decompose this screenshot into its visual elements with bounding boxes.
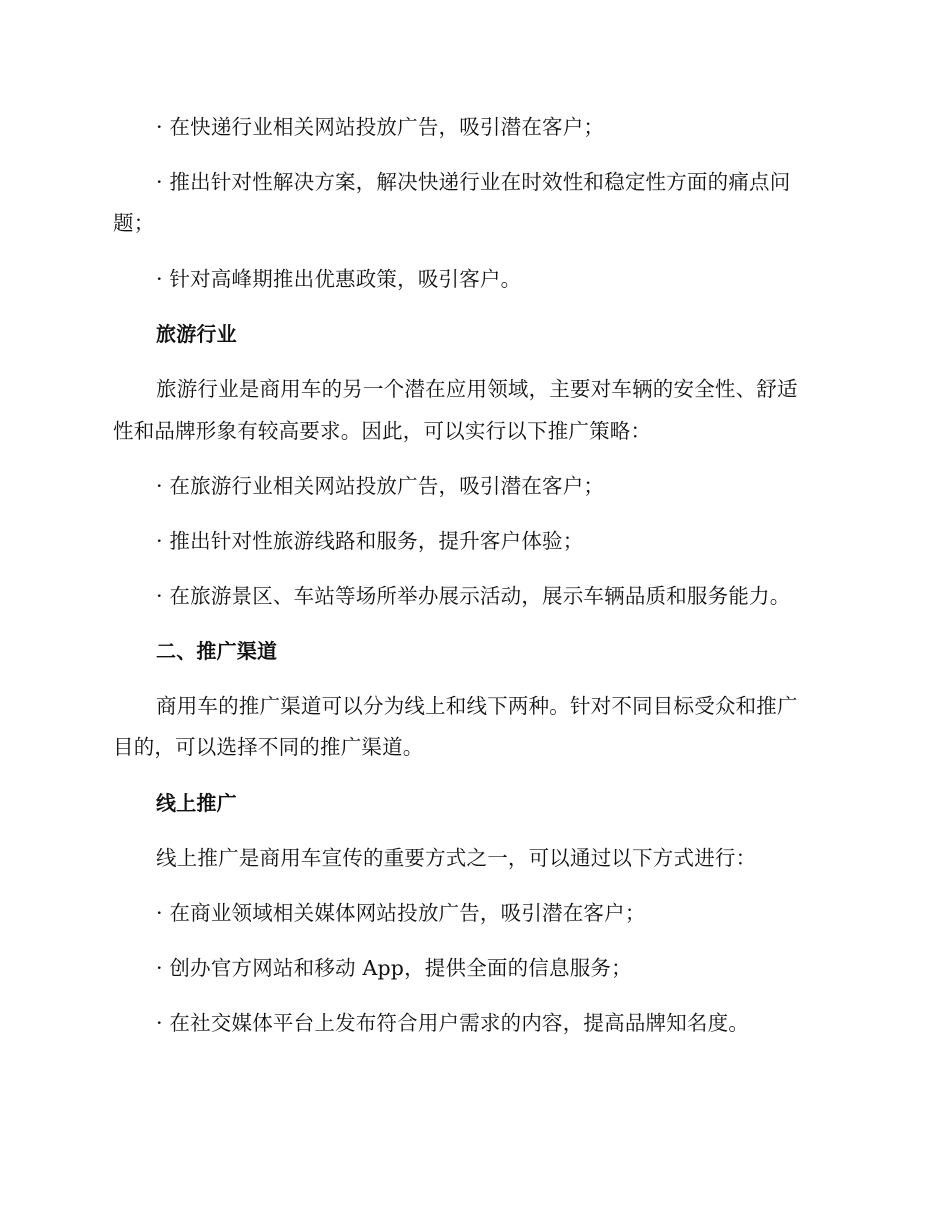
express-bullet-2-line-2: 题；	[113, 211, 155, 235]
channels-heading: 二、推广渠道	[156, 639, 278, 663]
online-paragraph: 线上推广是商用车宣传的重要方式之一，可以通过以下方式进行：	[156, 846, 757, 870]
tourism-bullet-1: · 在旅游行业相关网站投放广告，吸引潜在客户；	[156, 474, 605, 498]
online-bullet-3: · 在社交媒体平台上发布符合用户需求的内容，提高品牌知名度。	[156, 1011, 750, 1035]
tourism-bullet-3: · 在旅游景区、车站等场所举办展示活动，展示车辆品质和服务能力。	[156, 584, 791, 608]
channels-paragraph-line-1: 商用车的推广渠道可以分为线上和线下两种。针对不同目标受众和推广	[156, 694, 798, 718]
tourism-heading: 旅游行业	[156, 322, 237, 346]
online-bullet-2: · 创办官方网站和移动 App，提供全面的信息服务；	[156, 956, 632, 980]
express-bullet-3: · 针对高峰期推出优惠政策，吸引客户。	[156, 267, 522, 291]
tourism-paragraph-line-1: 旅游行业是商用车的另一个潜在应用领域，主要对车辆的安全性、舒适	[156, 377, 798, 401]
online-bullet-1: · 在商业领域相关媒体网站投放广告，吸引潜在客户；	[156, 901, 646, 925]
online-heading: 线上推广	[156, 791, 237, 815]
express-bullet-1: · 在快递行业相关网站投放广告，吸引潜在客户；	[156, 115, 605, 139]
channels-paragraph-line-2: 目的，可以选择不同的推广渠道。	[113, 735, 424, 759]
express-bullet-2-line-1: · 推出针对性解决方案，解决快递行业在时效性和稳定性方面的痛点问	[156, 170, 791, 194]
tourism-bullet-2: · 推出针对性旅游线路和服务，提升客户体验；	[156, 529, 584, 553]
tourism-paragraph-line-2: 性和品牌形象有较高要求。因此，可以实行以下推广策略：	[113, 419, 652, 443]
